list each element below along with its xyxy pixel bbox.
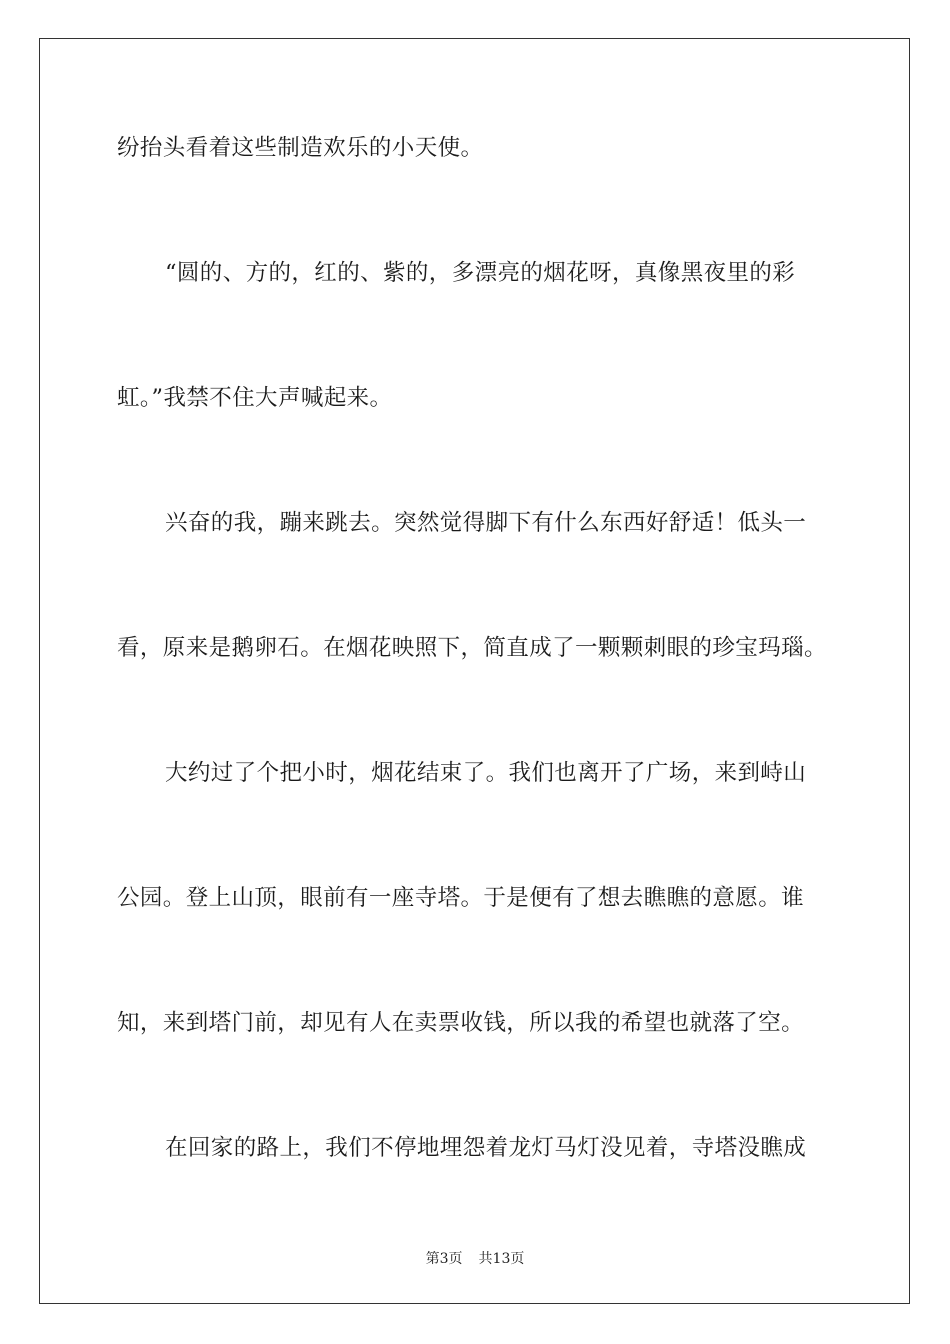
text-line-3: 虹。”我禁不住大声喊起来。 <box>117 385 393 411</box>
text-line-7: 公园。登上山顶，眼前有一座寺塔。于是便有了想去瞧瞧的意愿。谁 <box>117 885 805 911</box>
text-line-5: 看，原来是鹅卵石。在烟花映照下，简直成了一颗颗刺眼的珍宝玛瑙。 <box>117 635 827 661</box>
text-line-8: 知，来到塔门前，却见有人在卖票收钱，所以我的希望也就落了空。 <box>117 1010 805 1036</box>
page-number-total: 共13页 <box>478 1251 525 1267</box>
text-line-4: 兴奋的我，蹦来跳去。突然觉得脚下有什么东西好舒适！低头一 <box>165 510 807 536</box>
text-line-6: 大约过了个把小时，烟花结束了。我们也离开了广场，来到峙山 <box>165 760 807 786</box>
text-line-2: “圆的、方的，红的、紫的，多漂亮的烟花呀，真像黑夜里的彩 <box>165 260 796 286</box>
text-line-9: 在回家的路上，我们不停地埋怨着龙灯马灯没见着，寺塔没瞧成 <box>165 1135 807 1161</box>
page-number-current: 第3页 <box>425 1251 463 1267</box>
text-line-1: 纷抬头看着这些制造欢乐的小天使。 <box>117 135 484 161</box>
page-border <box>39 38 910 1304</box>
page-footer <box>0 1248 950 1268</box>
